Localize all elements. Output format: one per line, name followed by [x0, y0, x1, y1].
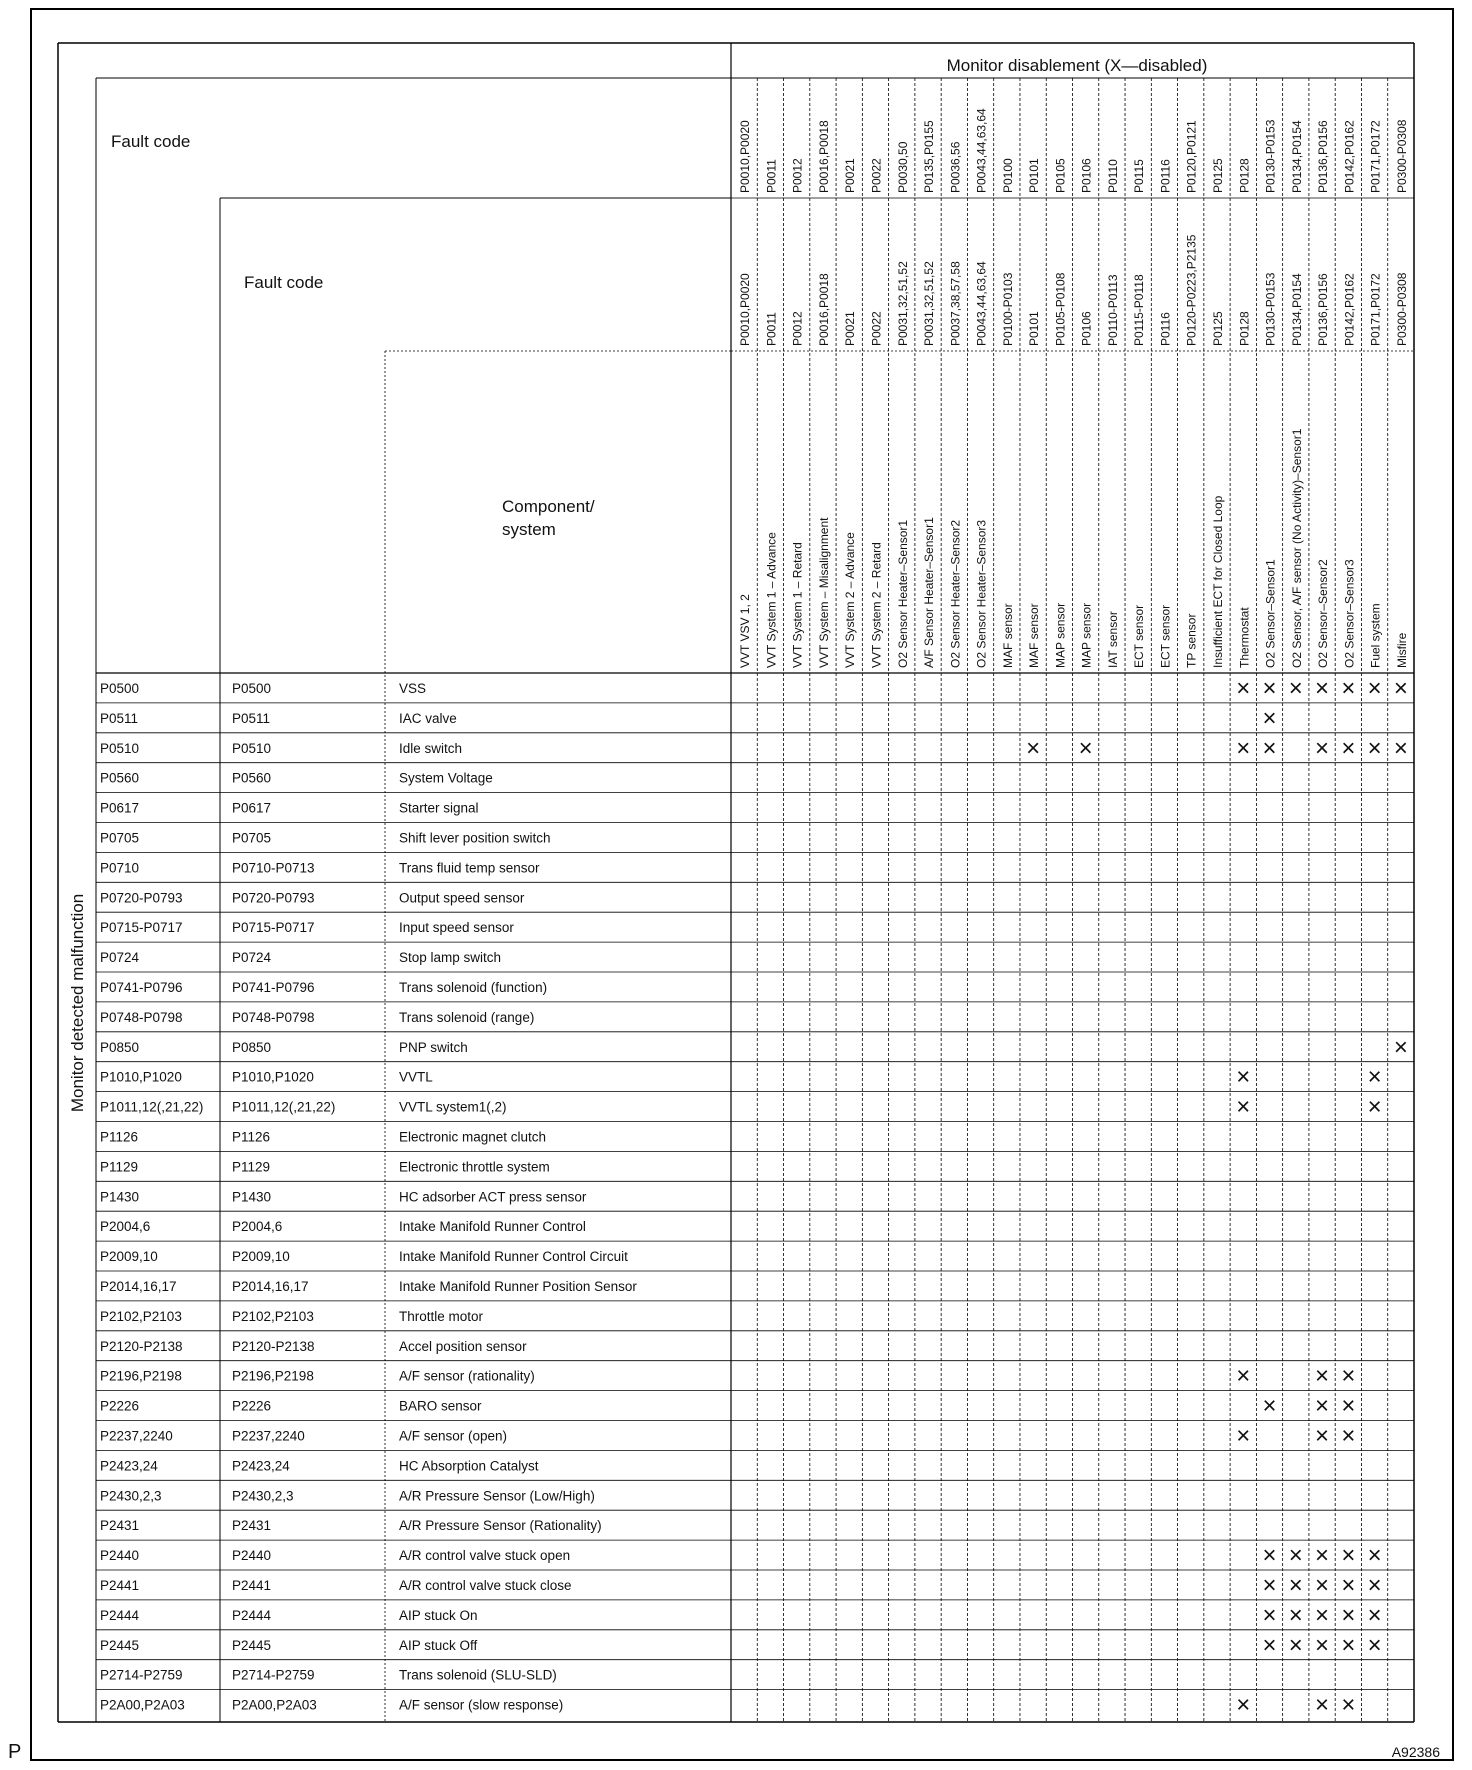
row-sub-code: P1126: [232, 1129, 271, 1145]
row-sub-code: P1129: [232, 1159, 271, 1175]
row-sub-code: P0560: [232, 770, 272, 786]
row-component-system: Input speed sensor: [399, 920, 514, 936]
disabled-mark: ×: [1026, 734, 1041, 762]
row-sub-code: P2004,6: [232, 1219, 283, 1235]
row-fault-code: P0511: [100, 710, 139, 726]
fault-code-header-top: Fault code: [111, 132, 191, 151]
column-sub-code: P0128: [1237, 311, 1252, 346]
row-fault-code: P2226: [100, 1398, 140, 1414]
column-code: P0125: [1210, 158, 1225, 193]
row-sub-code: P2444: [232, 1607, 272, 1623]
disabled-mark: ×: [1341, 734, 1356, 762]
column-component-name: Fuel system: [1368, 603, 1383, 668]
disabled-mark: ×: [1393, 674, 1408, 702]
row-component-system: System Voltage: [399, 770, 493, 786]
row-component-system: BARO sensor: [399, 1398, 482, 1414]
column-component-name: ECT sensor: [1158, 604, 1173, 668]
row-component-system: Output speed sensor: [399, 890, 525, 906]
column-code: P0043,44,63,64: [974, 108, 989, 193]
disabled-mark: ×: [1262, 1601, 1277, 1629]
disabled-mark: ×: [1288, 1571, 1303, 1599]
column-component-name: VVT System 2 – Retard: [869, 542, 884, 668]
row-component-system: Throttle motor: [399, 1308, 484, 1324]
column-component-name: A/F Sensor Heater–Sensor1: [922, 517, 937, 668]
row-component-system: Idle switch: [399, 740, 463, 756]
column-code: P0101: [1027, 158, 1042, 193]
row-fault-code: P0500: [100, 680, 140, 696]
row-component-system: Stop lamp switch: [399, 950, 502, 966]
row-sub-code: P2423,24: [232, 1458, 290, 1474]
disabled-mark: ×: [1236, 674, 1251, 702]
column-component-name: VVT System 2 – Advance: [843, 532, 858, 668]
column-sub-code: P0105-P0108: [1053, 272, 1068, 346]
column-sub-code: P0134,P0154: [1289, 273, 1304, 346]
disabled-mark: ×: [1341, 674, 1356, 702]
row-component-system: AIP stuck On: [399, 1607, 478, 1623]
row-fault-code: P2431: [100, 1518, 140, 1534]
column-component-name: Misfire: [1394, 632, 1409, 668]
monitor-disablement-title: Monitor disablement (X—disabled): [946, 56, 1208, 75]
row-component-system: A/R control valve stuck open: [399, 1548, 571, 1564]
row-fault-code: P1126: [100, 1129, 139, 1145]
column-code: P0110: [1105, 159, 1120, 193]
row-sub-code: P2120-P2138: [232, 1338, 315, 1354]
row-fault-code: P2440: [100, 1548, 140, 1564]
column-component-name: MAP sensor: [1053, 602, 1068, 668]
row-component-system: Trans solenoid (function): [399, 979, 548, 995]
row-component-system: A/R control valve stuck close: [399, 1577, 572, 1593]
disabled-mark: ×: [1341, 1601, 1356, 1629]
column-sub-code: P0300-P0308: [1394, 272, 1409, 346]
row-component-system: A/R Pressure Sensor (Rationality): [399, 1518, 602, 1534]
column-sub-code: P0031,32,51,52: [922, 261, 937, 346]
column-code: P0135,P0155: [922, 120, 937, 193]
row-component-system: Intake Manifold Runner Control Circuit: [399, 1249, 628, 1265]
disabled-mark: ×: [1315, 1542, 1330, 1570]
row-sub-code: P1430: [232, 1189, 272, 1205]
column-code: P0011: [764, 159, 779, 193]
row-sub-code: P2714-P2759: [232, 1667, 315, 1683]
figure-id: A92386: [1391, 1744, 1440, 1760]
disabled-mark: ×: [1315, 1601, 1330, 1629]
column-sub-code: P0016,P0018: [816, 273, 831, 346]
column-component-name: MAF sensor: [1000, 603, 1015, 668]
disabled-mark: ×: [1341, 1362, 1356, 1390]
row-fault-code: P2441: [100, 1577, 140, 1593]
column-code: P0142,P0162: [1342, 120, 1357, 193]
row-fault-code: P0710: [100, 860, 140, 876]
row-component-system: A/R Pressure Sensor (Low/High): [399, 1488, 595, 1504]
column-code: P0016,P0018: [816, 120, 831, 193]
row-sub-code: P2430,2,3: [232, 1488, 294, 1504]
disabled-mark: ×: [1341, 1392, 1356, 1420]
row-sub-code: P2102,P2103: [232, 1308, 314, 1324]
row-sub-code: P0748-P0798: [232, 1009, 315, 1025]
row-fault-code: P2004,6: [100, 1219, 151, 1235]
column-sub-code: P0010,P0020: [738, 273, 753, 346]
disabled-mark: ×: [1288, 1601, 1303, 1629]
disabled-mark: ×: [1078, 734, 1093, 762]
disabled-mark: ×: [1315, 1392, 1330, 1420]
row-component-system: PNP switch: [399, 1039, 468, 1055]
disabled-mark: ×: [1288, 1631, 1303, 1659]
column-sub-code: P0021: [843, 311, 858, 346]
row-component-system: Accel position sensor: [399, 1338, 527, 1354]
column-component-name: Insufficient ECT for Closed Loop: [1210, 495, 1225, 668]
row-fault-code: P1129: [100, 1159, 139, 1175]
column-component-name: MAP sensor: [1079, 602, 1094, 668]
row-sub-code: P2440: [232, 1548, 272, 1564]
disabled-mark: ×: [1367, 1631, 1382, 1659]
column-code: P0010,P0020: [738, 120, 753, 193]
row-sub-code: P0720-P0793: [232, 890, 315, 906]
column-sub-code: P0125: [1210, 311, 1225, 346]
component-system-label: Component/: [502, 497, 595, 516]
disabled-mark: ×: [1262, 1392, 1277, 1420]
column-component-name: VVT System 1 – Retard: [790, 542, 805, 668]
column-component-name: O2 Sensor Heater–Sensor2: [948, 519, 963, 668]
row-component-system: Intake Manifold Runner Control: [399, 1219, 586, 1235]
row-fault-code: P2423,24: [100, 1458, 158, 1474]
column-sub-code: P0037,38,57,58: [948, 261, 963, 346]
column-sub-code: P0120-P0223,P2135: [1184, 234, 1199, 346]
disabled-mark: ×: [1262, 1631, 1277, 1659]
row-fault-code: P2714-P2759: [100, 1667, 183, 1683]
row-fault-code: P0741-P0796: [100, 979, 183, 995]
column-component-name: ECT sensor: [1132, 604, 1147, 668]
column-code: P0012: [790, 158, 805, 193]
disabled-mark: ×: [1393, 1033, 1408, 1061]
row-sub-code: P0705: [232, 830, 272, 846]
row-sub-code: P2237,2240: [232, 1428, 305, 1444]
column-sub-code: P0115-P0118: [1132, 274, 1147, 346]
disabled-mark: ×: [1262, 674, 1277, 702]
disabled-mark: ×: [1341, 1571, 1356, 1599]
row-component-system: Trans solenoid (range): [399, 1009, 535, 1025]
column-component-name: Thermostat: [1237, 607, 1252, 668]
column-sub-code: P0116: [1158, 312, 1173, 346]
row-sub-code: P2A00,P2A03: [232, 1697, 317, 1713]
column-sub-code: P0130-P0153: [1263, 272, 1278, 346]
row-fault-code: P0748-P0798: [100, 1009, 183, 1025]
row-fault-code: P0720-P0793: [100, 890, 183, 906]
disabled-mark: ×: [1288, 674, 1303, 702]
disabled-mark: ×: [1367, 674, 1382, 702]
disabled-mark: ×: [1236, 1422, 1251, 1450]
column-component-name: MAF sensor: [1027, 603, 1042, 668]
column-sub-code: P0100-P0103: [1000, 272, 1015, 346]
column-code: P0106: [1079, 158, 1094, 193]
row-component-system: Trans fluid temp sensor: [399, 860, 540, 876]
fault-code-header-inner: Fault code: [244, 273, 324, 292]
disabled-mark: ×: [1262, 734, 1277, 762]
column-sub-code: P0101: [1027, 311, 1042, 346]
column-sub-code: P0171,P0172: [1368, 273, 1383, 346]
row-fault-code: P2009,10: [100, 1249, 158, 1265]
column-sub-code: P0106: [1079, 311, 1094, 346]
column-sub-code: P0012: [790, 311, 805, 346]
column-code: P0120,P0121: [1184, 120, 1199, 193]
column-component-name: VVT VSV 1, 2: [738, 594, 753, 668]
row-fault-code: P0715-P0717: [100, 920, 183, 936]
row-fault-code: P2102,P2103: [100, 1308, 182, 1324]
row-fault-code: P2014,16,17: [100, 1278, 177, 1294]
column-code: P0036,56: [948, 141, 963, 193]
disabled-mark: ×: [1315, 734, 1330, 762]
disabled-mark: ×: [1341, 1631, 1356, 1659]
column-code: P0136,P0156: [1316, 120, 1331, 193]
disabled-mark: ×: [1367, 1063, 1382, 1091]
column-component-name: IAT sensor: [1105, 611, 1120, 668]
column-component-name: O2 Sensor–Sensor2: [1316, 559, 1331, 668]
row-component-system: VVTL system1(,2): [399, 1099, 507, 1115]
row-component-system: A/F sensor (rationality): [399, 1368, 535, 1384]
row-component-system: VSS: [399, 680, 427, 696]
column-component-name: O2 Sensor–Sensor3: [1342, 559, 1357, 668]
row-fault-code: P2237,2240: [100, 1428, 173, 1444]
row-fault-code: P0560: [100, 770, 140, 786]
disabled-mark: ×: [1262, 1542, 1277, 1570]
disabled-mark: ×: [1236, 1691, 1251, 1719]
column-sub-code: P0011: [764, 312, 779, 346]
disabled-mark: ×: [1262, 1571, 1277, 1599]
column-sub-code: P0142,P0162: [1342, 273, 1357, 346]
row-fault-code: P1430: [100, 1189, 140, 1205]
disabled-mark: ×: [1315, 1422, 1330, 1450]
row-component-system: Shift lever position switch: [399, 830, 551, 846]
column-code: P0030,50: [895, 141, 910, 193]
row-fault-code: P2A00,P2A03: [100, 1697, 185, 1713]
row-component-system: Electronic throttle system: [399, 1159, 550, 1175]
disabled-mark: ×: [1367, 1601, 1382, 1629]
row-component-system: Intake Manifold Runner Position Sensor: [399, 1278, 637, 1294]
column-sub-code: P0022: [869, 311, 884, 346]
disabled-mark: ×: [1288, 1542, 1303, 1570]
row-fault-code: P0850: [100, 1039, 140, 1055]
row-sub-code: P2009,10: [232, 1249, 290, 1265]
disabled-mark: ×: [1393, 734, 1408, 762]
column-sub-code: P0110-P0113: [1105, 274, 1120, 346]
column-code: P0021: [843, 158, 858, 193]
column-component-name: VVT System 1 – Advance: [764, 532, 779, 668]
column-sub-code: P0043,44,63,64: [974, 261, 989, 346]
row-component-system: Trans solenoid (SLU-SLD): [399, 1667, 557, 1683]
disabled-mark: ×: [1236, 734, 1251, 762]
disabled-mark: ×: [1367, 1542, 1382, 1570]
disabled-mark: ×: [1315, 1631, 1330, 1659]
row-component-system: IAC valve: [399, 710, 457, 726]
column-code: P0171,P0172: [1368, 120, 1383, 193]
row-fault-code: P2445: [100, 1637, 140, 1653]
row-sub-code: P0500: [232, 680, 272, 696]
disabled-mark: ×: [1315, 1691, 1330, 1719]
disabled-mark: ×: [1262, 704, 1277, 732]
row-fault-code: P2196,P2198: [100, 1368, 182, 1384]
row-fault-code: P2430,2,3: [100, 1488, 162, 1504]
row-fault-code: P1010,P1020: [100, 1069, 182, 1085]
row-sub-code: P0617: [232, 800, 272, 816]
column-code: P0115: [1132, 159, 1147, 193]
disabled-mark: ×: [1315, 674, 1330, 702]
row-fault-code: P0705: [100, 830, 140, 846]
row-sub-code: P0710-P0713: [232, 860, 315, 876]
row-fault-code: P2120-P2138: [100, 1338, 183, 1354]
row-fault-code: P0724: [100, 950, 140, 966]
column-component-name: O2 Sensor Heater–Sensor3: [974, 519, 989, 668]
row-sub-code: P0724: [232, 950, 272, 966]
row-sub-code: P1010,P1020: [232, 1069, 314, 1085]
row-sub-code: P0511: [232, 710, 271, 726]
corner-label: P: [8, 1741, 22, 1763]
row-sub-code: P2014,16,17: [232, 1278, 309, 1294]
column-sub-code: P0031,32,51,52: [895, 261, 910, 346]
disabled-mark: ×: [1341, 1691, 1356, 1719]
row-component-system: HC adsorber ACT press sensor: [399, 1189, 587, 1205]
row-component-system: Starter signal: [399, 800, 479, 816]
row-sub-code: P0715-P0717: [232, 920, 315, 936]
monitor-detected-malfunction-label: Monitor detected malfunction: [68, 893, 87, 1113]
disabled-mark: ×: [1236, 1063, 1251, 1091]
column-code: P0300-P0308: [1394, 119, 1409, 193]
row-component-system: Electronic magnet clutch: [399, 1129, 547, 1145]
column-code: P0128: [1237, 158, 1252, 193]
row-sub-code: P0510: [232, 740, 272, 756]
row-sub-code: P0741-P0796: [232, 979, 315, 995]
row-component-system: HC Absorption Catalyst: [399, 1458, 539, 1474]
row-component-system: VVTL: [399, 1069, 433, 1085]
disabled-mark: ×: [1367, 734, 1382, 762]
column-sub-code: P0136,P0156: [1316, 273, 1331, 346]
row-fault-code: P0617: [100, 800, 140, 816]
row-sub-code: P1011,12(,21,22): [232, 1099, 336, 1115]
column-component-name: TP sensor: [1184, 613, 1199, 668]
column-component-name: VVT System – Misalignment: [816, 517, 831, 668]
disabled-mark: ×: [1315, 1362, 1330, 1390]
column-component-name: O2 Sensor, A/F sensor (No Activity)–Sensor1: [1289, 428, 1304, 668]
disabled-mark: ×: [1367, 1093, 1382, 1121]
column-code: P0130-P0153: [1263, 119, 1278, 193]
row-sub-code: P2441: [232, 1577, 272, 1593]
row-component-system: A/F sensor (open): [399, 1428, 508, 1444]
disabled-mark: ×: [1236, 1362, 1251, 1390]
row-sub-code: P0850: [232, 1039, 272, 1055]
row-sub-code: P2226: [232, 1398, 272, 1414]
row-component-system: A/F sensor (slow response): [399, 1697, 564, 1713]
column-code: P0134,P0154: [1289, 120, 1304, 193]
column-code: P0022: [869, 158, 884, 193]
disabled-mark: ×: [1315, 1571, 1330, 1599]
column-code: P0105: [1053, 158, 1068, 193]
row-sub-code: P2196,P2198: [232, 1368, 314, 1384]
row-component-system: AIP stuck Off: [399, 1637, 478, 1653]
column-code: P0100: [1000, 158, 1015, 193]
row-sub-code: P2445: [232, 1637, 272, 1653]
component-system-label: system: [502, 520, 556, 539]
row-fault-code: P0510: [100, 740, 140, 756]
disabled-mark: ×: [1341, 1542, 1356, 1570]
row-fault-code: P1011,12(,21,22): [100, 1099, 204, 1115]
disabled-mark: ×: [1341, 1422, 1356, 1450]
column-code: P0116: [1158, 159, 1173, 193]
disabled-mark: ×: [1367, 1571, 1382, 1599]
column-component-name: O2 Sensor–Sensor1: [1263, 559, 1278, 668]
row-sub-code: P2431: [232, 1518, 272, 1534]
disabled-mark: ×: [1236, 1093, 1251, 1121]
column-component-name: O2 Sensor Heater–Sensor1: [895, 519, 910, 668]
row-fault-code: P2444: [100, 1607, 140, 1623]
